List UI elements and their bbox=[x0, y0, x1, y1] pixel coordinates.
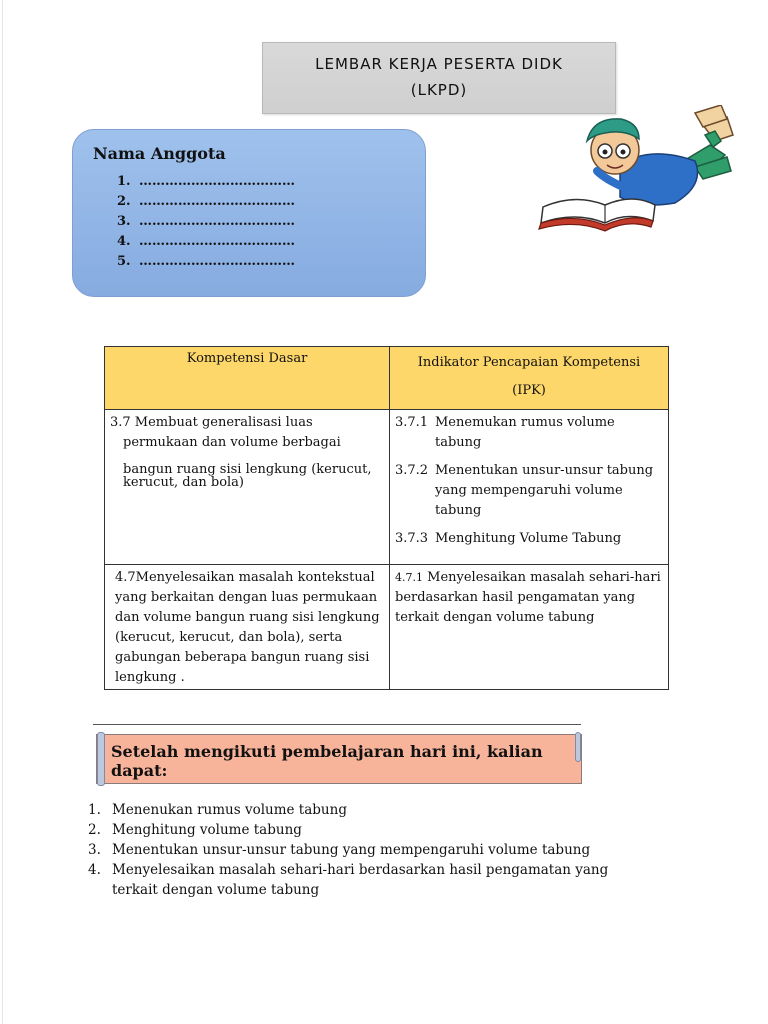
table-header-row bbox=[105, 347, 669, 410]
member-blank: ……………………………… bbox=[139, 254, 295, 269]
member-item[interactable]: 4. ……………………………… bbox=[117, 234, 295, 254]
divider bbox=[93, 724, 581, 725]
banner-text: Setelah mengikuti pembelajaran hari ini, kalian dapat: bbox=[111, 742, 543, 780]
worksheet-title-box bbox=[262, 42, 616, 114]
competency-table bbox=[104, 346, 669, 690]
member-item[interactable]: 3. ……………………………… bbox=[117, 214, 295, 234]
page-edge bbox=[2, 0, 3, 1024]
ipk-text: Menyelesaikan masalah sehari-hari berdasarkan hasil pengamatan yang terkait dengan volume tabung bbox=[395, 570, 661, 625]
list-item: 2. Menghitung volume tabung bbox=[88, 822, 302, 838]
member-list bbox=[117, 174, 295, 274]
member-blank: ……………………………… bbox=[139, 234, 295, 249]
member-item[interactable]: 2. ……………………………… bbox=[117, 194, 295, 214]
ipk-cell bbox=[390, 410, 669, 565]
header-kompetensi-dasar: Kompetensi Dasar bbox=[105, 347, 390, 410]
ipk-item: 3.7.2 Menentukan unsur-unsur tabung yang mempengaruhi volume tabung bbox=[395, 463, 654, 518]
kd-cell: 3.7 Membuat generalisasi luas permukaan dan volume berbagai bangun ruang sisi lengkung (kerucut, kerucut, dan bola) bbox=[105, 410, 390, 565]
ipk-code: 4.7.1 bbox=[395, 571, 423, 584]
member-item[interactable]: 5. ……………………………… bbox=[117, 254, 295, 274]
worksheet-title: LEMBAR KERJA PESERTA DIDK bbox=[315, 55, 563, 73]
scroll-curl-left bbox=[97, 732, 105, 786]
list-item: 3. Menentukan unsur-unsur tabung yang mempengaruhi volume tabung bbox=[88, 842, 591, 858]
table-row bbox=[105, 565, 669, 690]
member-blank: ……………………………… bbox=[139, 214, 295, 229]
ipk-cell bbox=[390, 565, 669, 690]
member-item[interactable]: 1. ……………………………… bbox=[117, 174, 295, 194]
member-names-title: Nama Anggota bbox=[93, 144, 226, 163]
worksheet-subtitle: (LKPD) bbox=[410, 81, 468, 99]
list-item: 1. Menenukan rumus volume tabung bbox=[88, 802, 347, 818]
table-row bbox=[105, 410, 669, 565]
ipk-item: 3.7.1 Menemukan rumus volume tabung bbox=[395, 415, 615, 450]
boy-reading-book-icon bbox=[535, 105, 740, 240]
objectives-list bbox=[88, 800, 648, 900]
member-blank: ……………………………… bbox=[139, 174, 295, 189]
ipk-item: 3.7.3 Menghitung Volume Tabung bbox=[395, 531, 622, 546]
objectives-banner bbox=[96, 734, 582, 784]
list-item: 4. Menyelesaikan masalah sehari-hari berdasarkan hasil pengamatan yang terkait dengan volume tabung bbox=[88, 862, 609, 898]
header-ipk: Indikator Pencapaian Kompetensi (IPK) bbox=[390, 347, 669, 410]
member-names-box bbox=[72, 129, 426, 297]
member-blank: ……………………………… bbox=[139, 194, 295, 209]
kd-cell: 4.7Menyelesaikan masalah kontekstual yang berkaitan dengan luas permukaan dan volume bangun ruang sisi lengkung (kerucut, kerucut, dan bola), serta gabungan beberapa bangun ruang sisi lengkung . bbox=[105, 565, 390, 690]
